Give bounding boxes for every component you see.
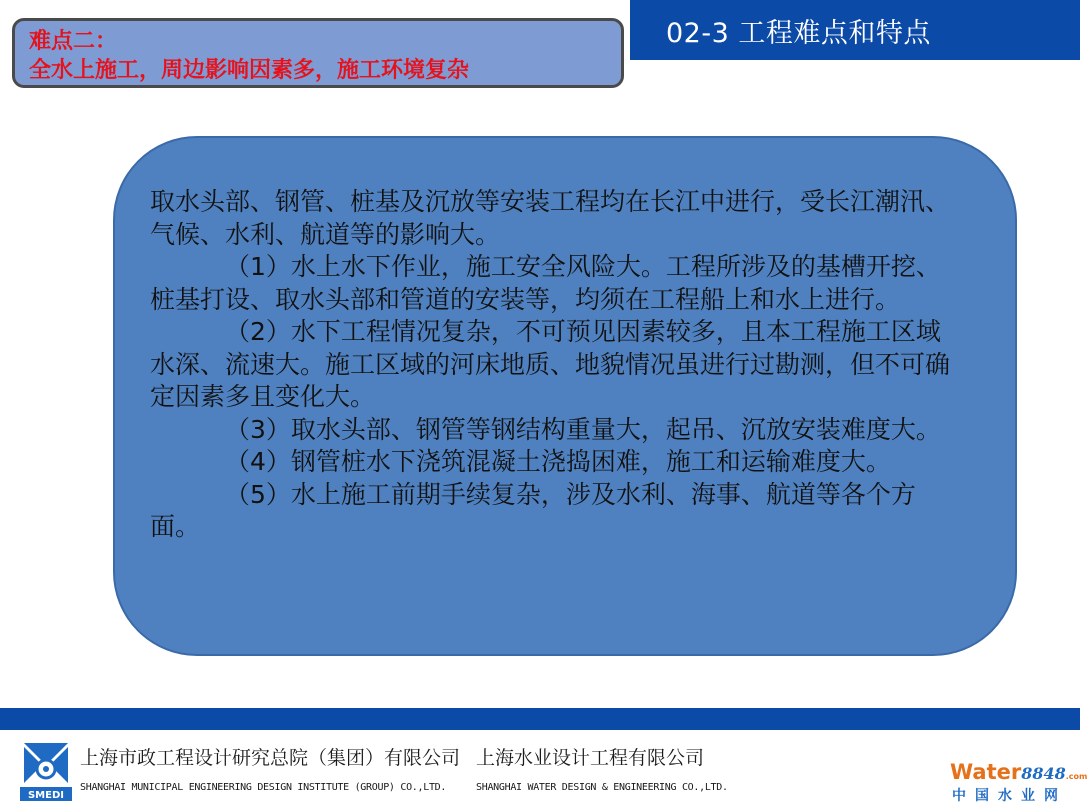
footer <box>0 730 1087 810</box>
company2-name-cn: 上海水业设计工程有限公司 <box>476 747 705 769</box>
list-item: （1）水上水下作业，施工安全风险大。工程所涉及的基槽开挖、桩基打设、取水头部和管道的安装等，均须在工程船上和水上进行。 <box>150 252 941 314</box>
difficulty-callout <box>12 18 624 88</box>
smedi-logo <box>20 739 72 801</box>
difficulty-label: 难点二： <box>29 29 118 54</box>
intro-paragraph: 取水头部、钢管、桩基及沉放等安装工程均在长江中进行，受长江潮汛、气候、水利、航道等的影响大。 <box>150 187 951 249</box>
company1-name-en: SHANGHAI MUNICIPAL ENGINEERING DESIGN INSTITUTE (GROUP) CO.,LTD. <box>80 782 447 793</box>
company2-name-en: SHANGHAI WATER DESIGN & ENGINEERING CO.,LTD. <box>476 782 728 793</box>
watermark-cn: 中国水业网 <box>952 788 1067 804</box>
section-title-banner <box>630 0 1080 60</box>
section-title: 02-3 工程难点和特点 <box>666 17 931 49</box>
water8848-watermark <box>950 760 1087 806</box>
list-item: （4）钢管桩水下浇筑混凝土浇捣困难，施工和运输难度大。 <box>225 447 891 476</box>
content-body <box>150 186 965 544</box>
smedi-logo-text: SMEDI <box>27 790 65 801</box>
list-item: （2）水下工程情况复杂，不可预见因素较多，且本工程施工区域水深、流速大。施工区域的河床地质、地貌情况虽进行过勘测，但不可确定因素多且变化大。 <box>150 317 951 411</box>
list-item: （5）水上施工前期手续复杂，涉及水利、海事、航道等各个方面。 <box>150 479 916 541</box>
watermark-brand: Water8848.com <box>950 760 1087 784</box>
company1-name-cn: 上海市政工程设计研究总院（集团）有限公司 <box>80 747 461 769</box>
difficulty-title: 全水上施工，周边影响因素多，施工环境复杂 <box>29 58 470 83</box>
footer-divider-bar <box>0 708 1080 730</box>
list-item: （3）取水头部、钢管等钢结构重量大，起吊、沉放安装难度大。 <box>225 414 941 444</box>
